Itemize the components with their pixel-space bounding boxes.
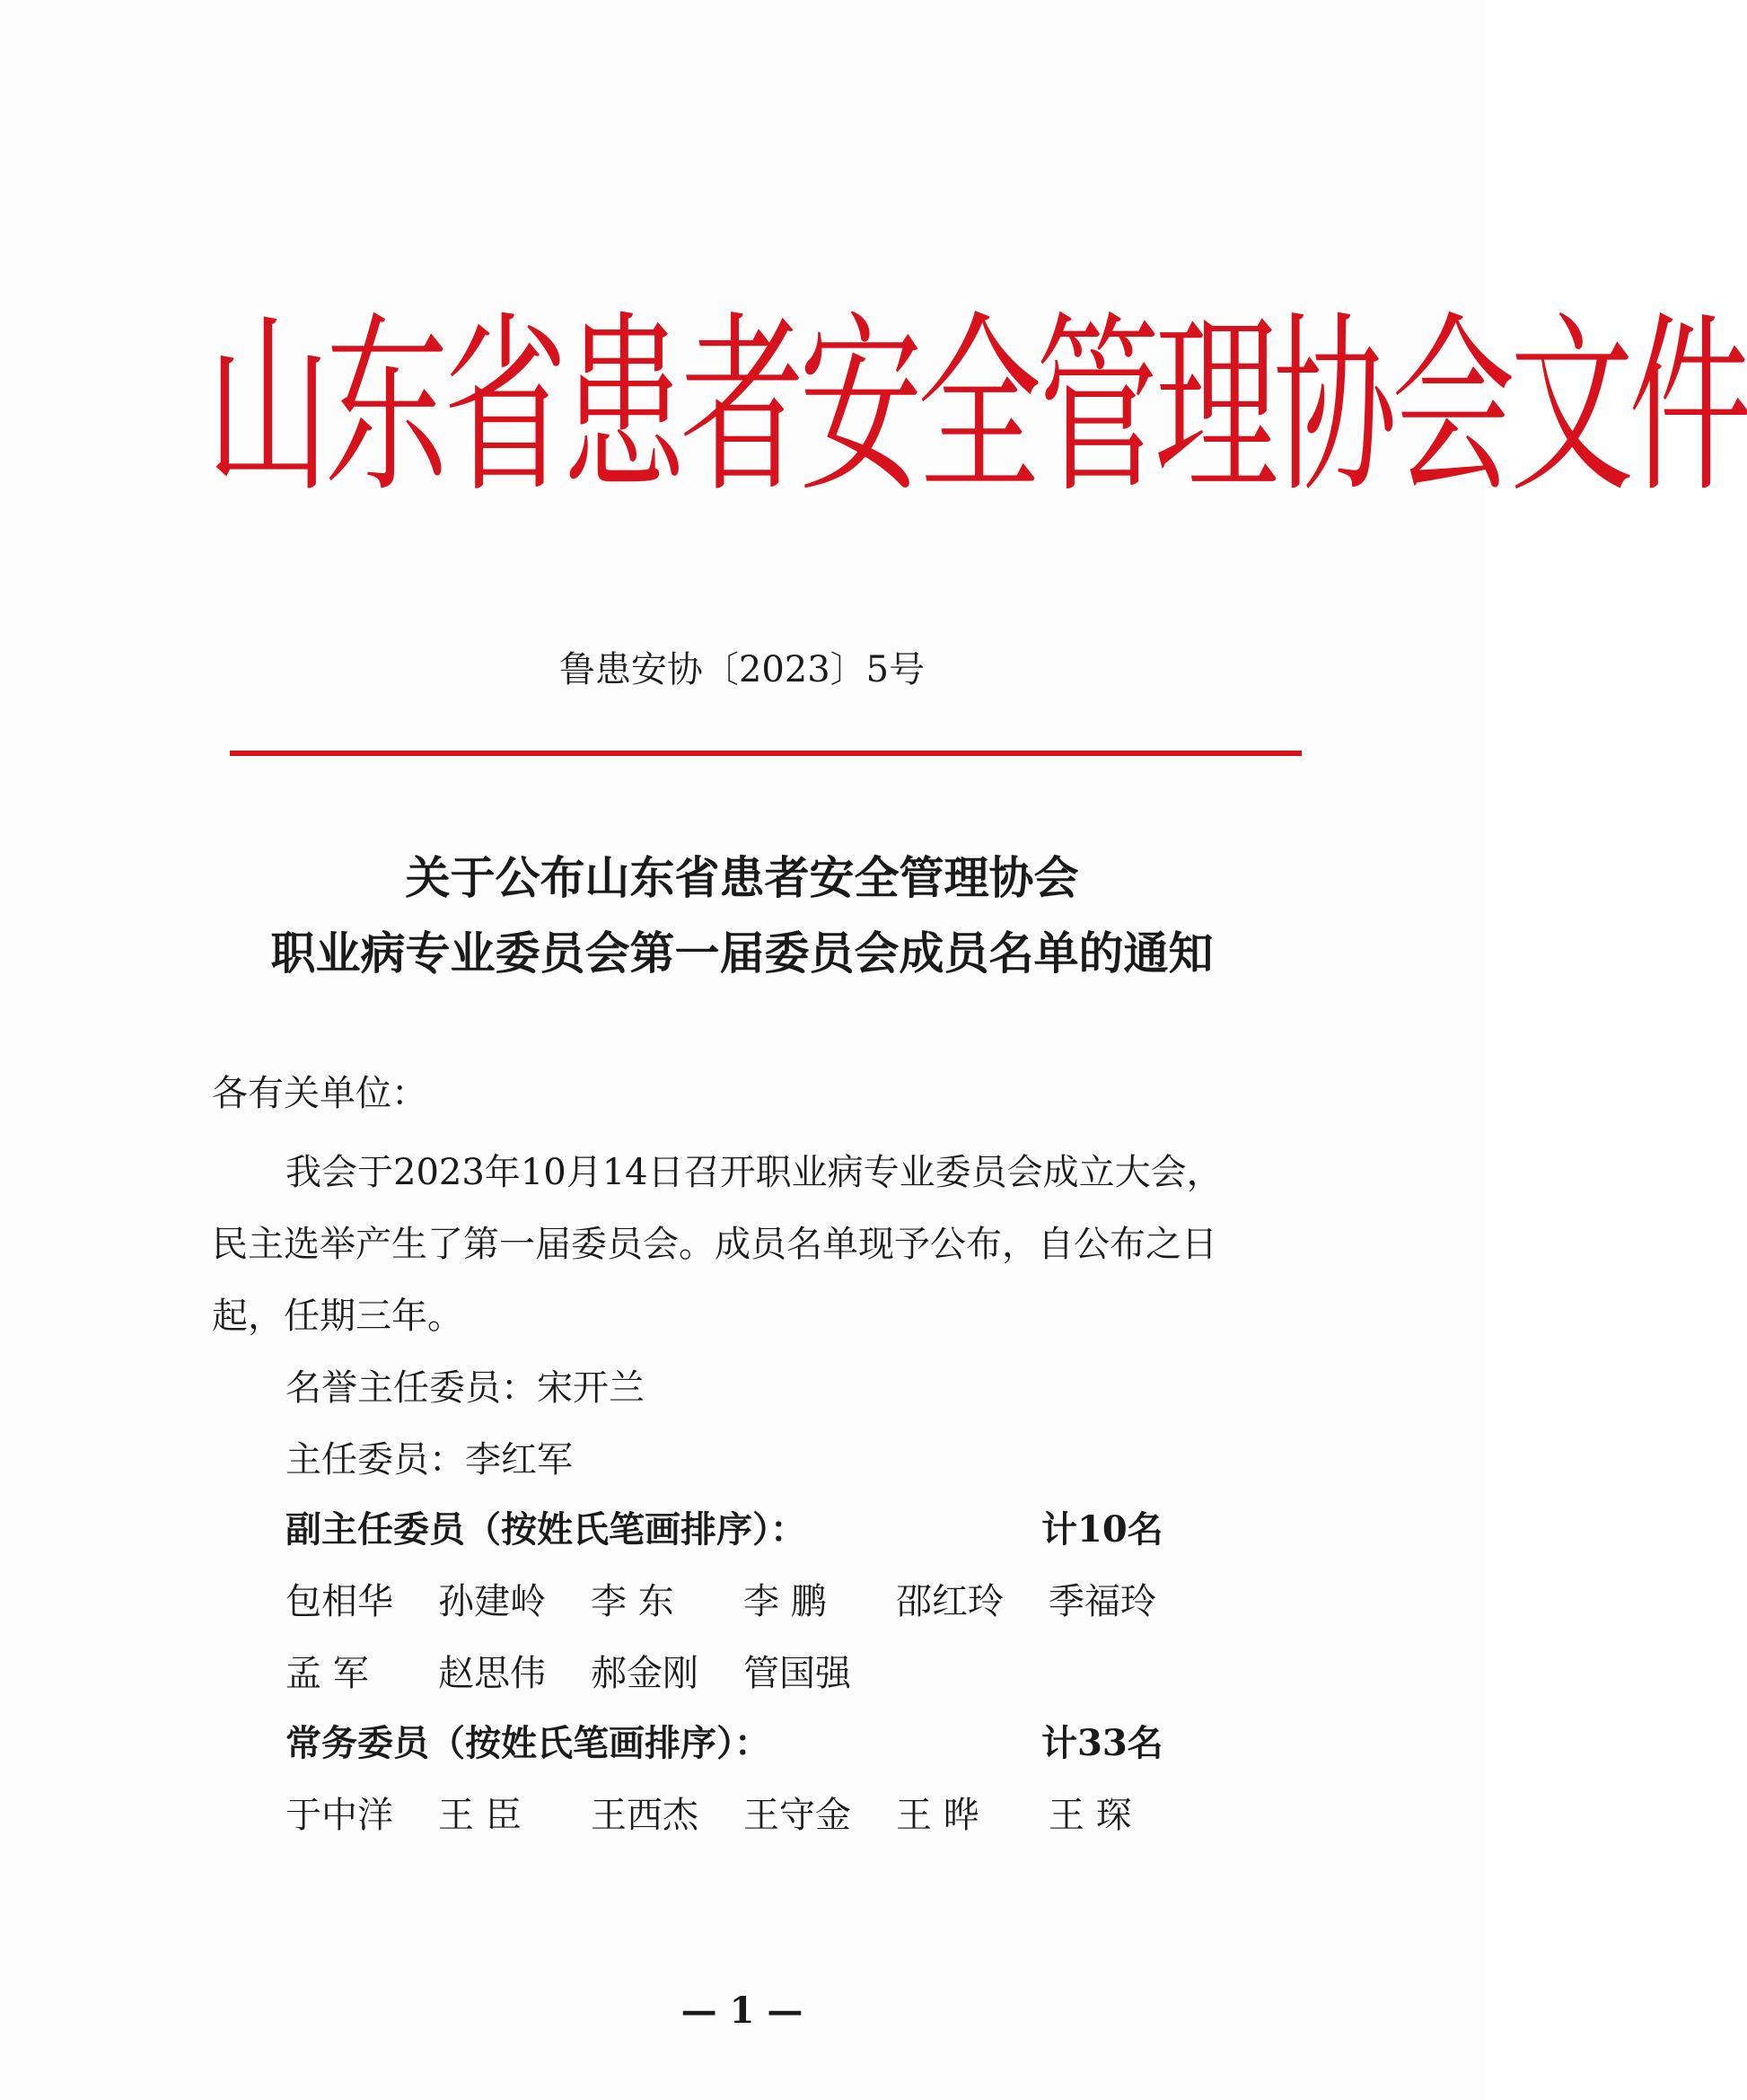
red-divider-rule bbox=[230, 751, 1302, 756]
member-name: 孙建岭 bbox=[438, 1581, 546, 1622]
page-number: — 1 — bbox=[680, 1990, 803, 2032]
member-name: 王 臣 bbox=[438, 1795, 522, 1836]
member-name: 于中洋 bbox=[285, 1795, 393, 1836]
member-name: 李 鹏 bbox=[743, 1581, 827, 1622]
honorary-chair-line: 名誉主任委员：宋开兰 bbox=[285, 1367, 645, 1409]
member-name: 包相华 bbox=[285, 1581, 393, 1622]
member-name: 郝金刚 bbox=[591, 1653, 698, 1694]
paragraph-line-2: 民主选举产生了第一届委员会。成员名单现予公布，自公布之日 bbox=[212, 1224, 1217, 1265]
member-name: 王 琛 bbox=[1049, 1795, 1132, 1836]
paragraph-line-3: 起，任期三年。 bbox=[212, 1296, 463, 1337]
vice-chairs-count: 计10名 bbox=[1041, 1508, 1163, 1551]
member-name: 季福玲 bbox=[1049, 1581, 1156, 1622]
standing-members-count: 计33名 bbox=[1041, 1722, 1163, 1764]
member-name: 王西杰 bbox=[591, 1795, 698, 1836]
notice-title-line-1: 关于公布山东省患者安全管理协会 bbox=[405, 852, 1079, 904]
standing-members-heading: 常务委员（按姓氏笔画排序）： bbox=[285, 1722, 770, 1764]
member-name: 王 晔 bbox=[896, 1795, 979, 1836]
document-number: 鲁患安协〔2023〕5号 bbox=[558, 649, 926, 690]
salutation: 各有关单位： bbox=[212, 1073, 427, 1114]
vice-chairs-heading: 副主任委员（按姓氏笔画排序）： bbox=[285, 1508, 806, 1551]
chair-line: 主任委员：李红军 bbox=[285, 1439, 573, 1481]
member-name: 邵红玲 bbox=[896, 1581, 1004, 1622]
paragraph-line-1: 我会于2023年10月14日召开职业病专业委员会成立大会， bbox=[285, 1152, 1223, 1193]
member-name: 赵思伟 bbox=[438, 1653, 546, 1694]
masthead-title: 山东省患者安全管理协会文件 bbox=[206, 294, 1747, 519]
notice-title-line-2: 职业病专业委员会第一届委员会成员名单的通知 bbox=[270, 927, 1214, 980]
member-name: 管国强 bbox=[743, 1653, 851, 1694]
member-name: 王守金 bbox=[743, 1795, 851, 1836]
member-name: 孟 军 bbox=[285, 1653, 369, 1694]
member-name: 李 东 bbox=[591, 1581, 674, 1622]
